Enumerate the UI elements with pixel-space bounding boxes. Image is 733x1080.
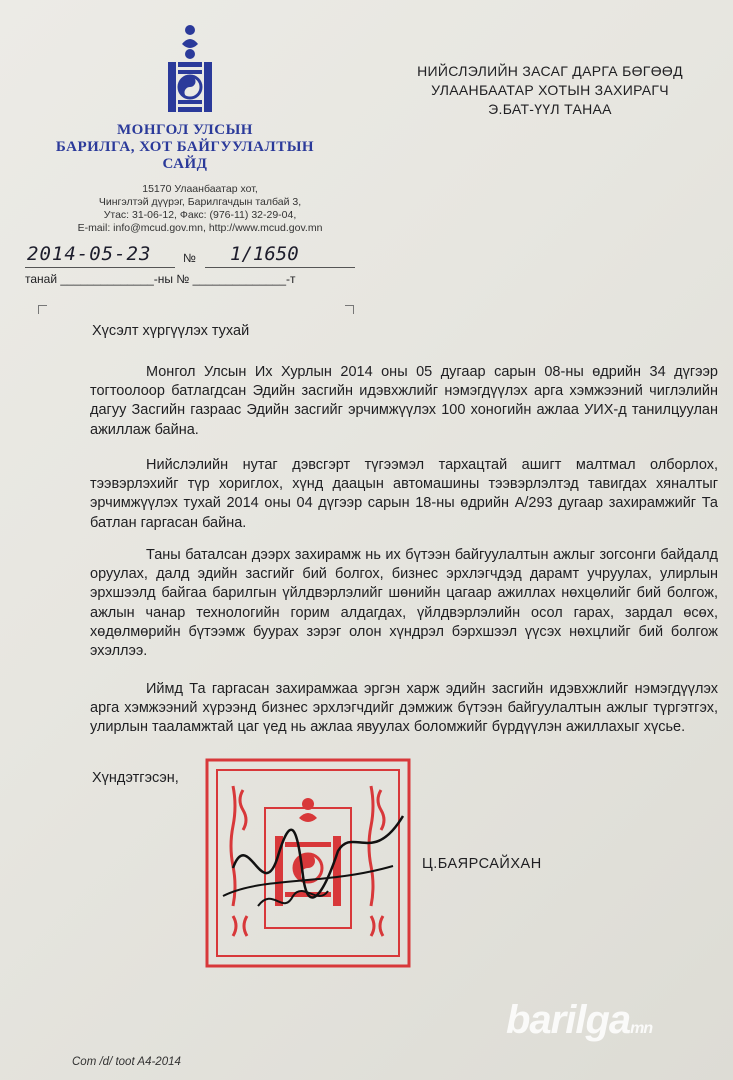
address-line4: E-mail: info@mcud.gov.mn, http://www.mcud.gov.mn — [77, 222, 323, 234]
ministry-name — [40, 122, 330, 173]
date-underline — [25, 267, 175, 268]
body-paragraph: Нийслэлийн нутаг дэвсгэрт түгээмэл тархацтай ашигт малтмал олборлох, тээвэрлэхийг түр хориглох, хүнд даацын автомашины тээвэрлэлтэд тавигдах хяналтыг эрчимжүүлэх тухай 2014 оны 04 дүгээр сарын 18-ны өдрийн А/293 дугаар захирамжийг Та батлан гаргасан байна. — [90, 457, 718, 531]
reply-reference-line: танай ______________-ны № ______________-т — [25, 272, 296, 286]
recipient-line3: Э.БАТ-ҮҮЛ ТАНАА — [488, 101, 612, 117]
recipient-block — [390, 62, 710, 119]
official-seal-icon — [203, 756, 413, 970]
address-line1: 15170 Улаанбаатар хот, — [142, 183, 258, 195]
number-label: № — [183, 251, 196, 265]
body-paragraph: Монгол Улсын Их Хурлын 2014 оны 05 дугаар сарын 08-ны өдрийн 34 дүгээр тогтоолоор батлагдсан Эдийн засгийн идэвхжлийг нэмэгдүүлэх арга хэмжээний чиглэлийн дагуу Засгийн газраас Эдийн засгийг эрчимжүүлэх 100 хоногийн ажлаа УИХ-д танилцуулан ажиллаж байна. — [90, 364, 718, 438]
ministry-address — [50, 183, 350, 235]
letter-subject: Хүсэлт хүргүүлэх тухай — [92, 323, 250, 339]
recipient-line1: НИЙСЛЭЛИЙН ЗАСАГ ДАРГА БӨГӨӨД — [417, 63, 683, 79]
signer-name: Ц.БАЯРСАЙХАН — [422, 856, 542, 872]
ministry-name-line3: САЙД — [162, 156, 208, 172]
form-code: Com /d/ toot A4-2014 — [72, 1056, 181, 1068]
body-paragraph: Таны баталсан дээрх захирамж нь их бүтээн байгуулалтын ажлыг зогсонги байдалд оруулах, далд эдийн засгийг бий болгох, бизнес эрхлэгчдэд дарамт учруулах, улирлын эрхшээлд байгаа барилгын үйлдвэрлэлийг шөнийн цагаар ажиллах нөхцөлийг бий болгож, ажлын чанар технологийн горим алдагдах, үйлдвэрлэлийн осол гарах, зардал өсөх, хөдөлмөрийн бүтээмж буурах зэрэг олон хүндрэл бэрхшээл үүсэх нөхцлийг бий болгож эхэллээ. — [90, 547, 718, 660]
number-underline — [205, 267, 355, 268]
address-corner-mark — [345, 305, 354, 314]
letter-date: 2014-05-23 — [27, 243, 152, 265]
address-corner-mark — [38, 305, 47, 314]
recipient-line2: УЛААНБААТАР ХОТЫН ЗАХИРАГЧ — [431, 82, 669, 98]
letter-number: 1/1650 — [230, 243, 299, 265]
reference-line — [25, 243, 355, 269]
address-line2: Чингэлтэй дүүрэг, Барилгачдын талбай 3, — [98, 196, 302, 208]
site-watermark: barilgamn — [506, 998, 653, 1042]
address-line3: Утас: 31-06-12, Факс: (976-11) 32-29-04, — [103, 209, 297, 221]
body-paragraph: Иймд Та гаргасан захирамжаа эргэн харж эдийн засгийн идэвхжлийг нэмэгдүүлэх арга хэмжээний хүрээнд бизнес эрхлэгчдийг дэмжиж бүтээн байгуулалтын ажлыг түргэтгэх, улирлын тааламжтай цаг үед нь ажлаа явуулах боломжийг бүрдүүлэн ажиллахыг хүсье. — [90, 681, 718, 736]
ministry-name-line2: БАРИЛГА, ХОТ БАЙГУУЛАЛТЫН — [55, 139, 315, 155]
closing-salutation: Хүндэтгэсэн, — [92, 770, 179, 786]
soyombo-emblem-icon — [160, 22, 220, 122]
ministry-name-line1: МОНГОЛ УЛСЫН — [117, 122, 253, 138]
